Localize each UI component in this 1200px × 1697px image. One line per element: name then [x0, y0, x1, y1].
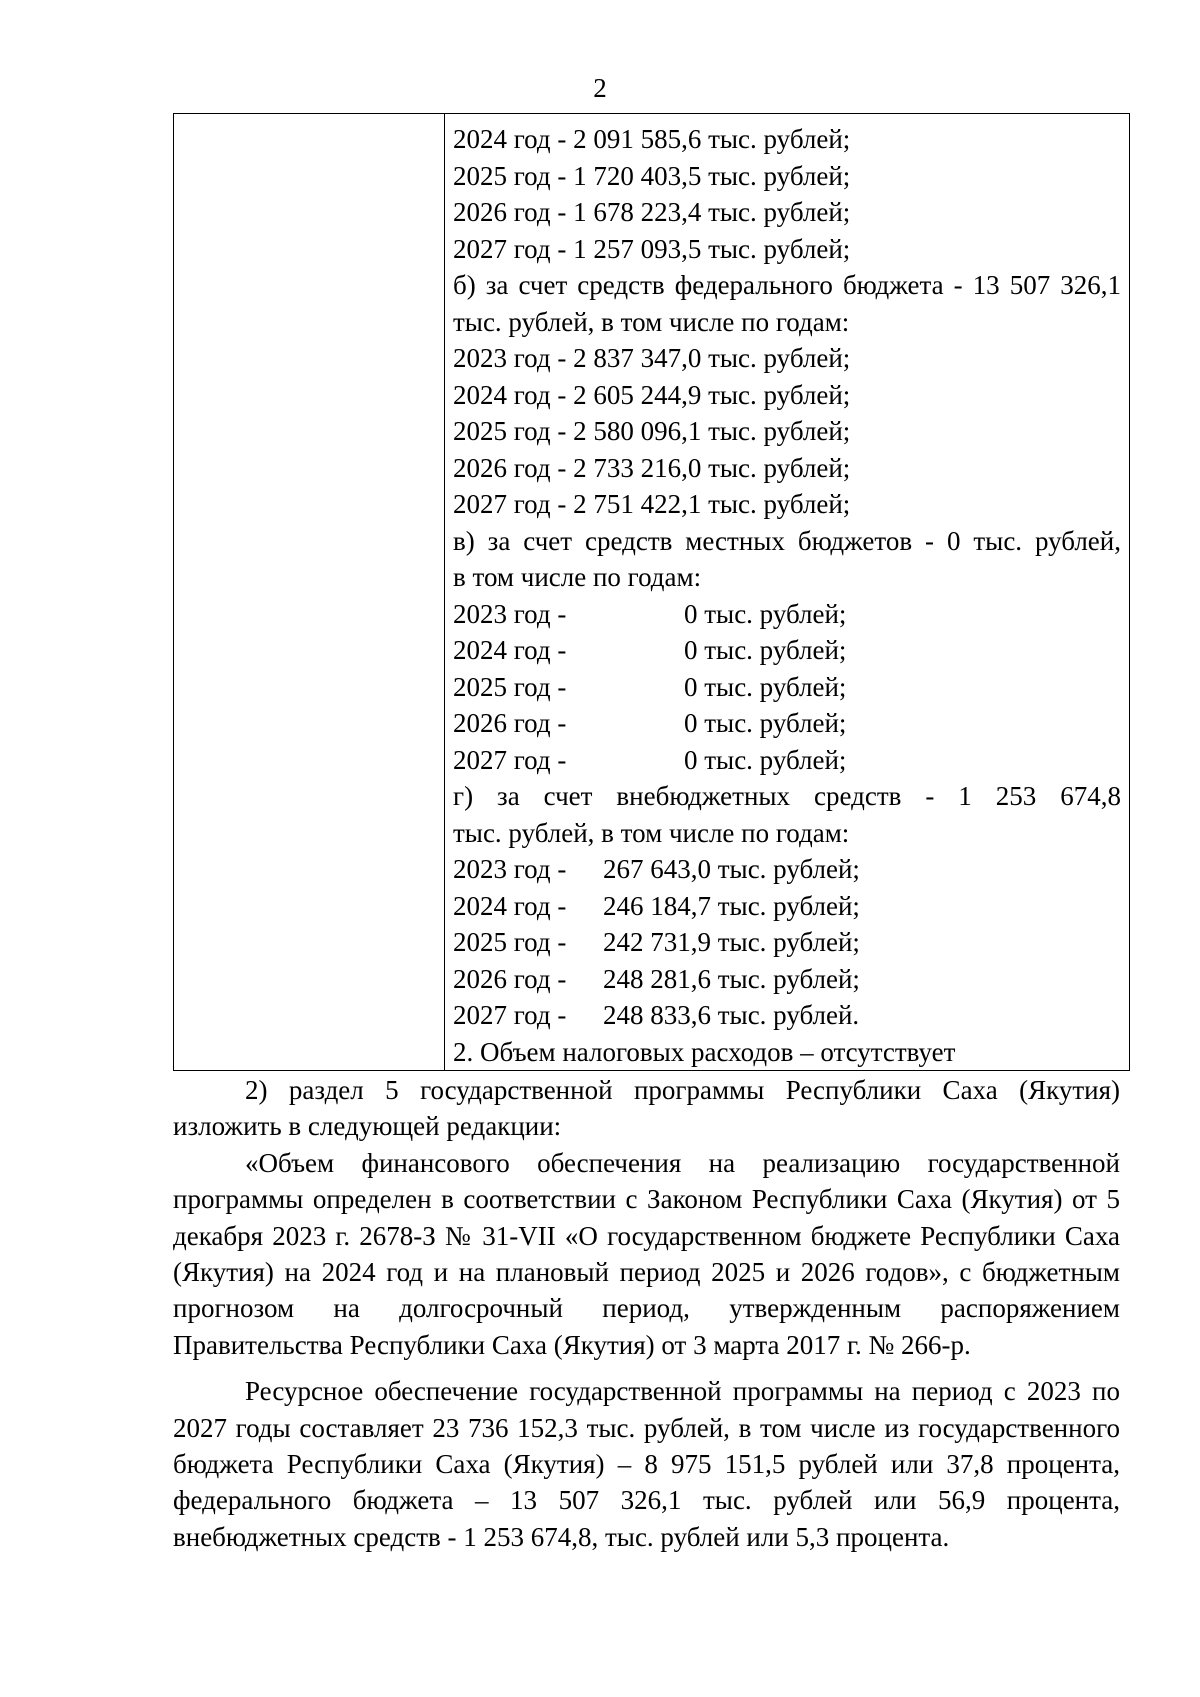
- extrabudget-year: 2025 год -: [453, 927, 567, 957]
- financing-paragraph: «Объем финансового обеспечения на реализацию государственной программы определен в соответствии с Законом Республики Саха (Якутия) от 5 декабря 2023 г. 2678-З № 31-VII «О государственном бюджете Республики Саха (Якутия) на 2024 год и на плановый период 2025 и 2026 годов», с бюджетным прогнозом на долгосрочный период, утвержденным распоряжением Правительства Республики Саха (Якутия) от 3 марта 2017 г. № 266-р.: [173, 1147, 1120, 1360]
- table-left-cell: [174, 114, 445, 1071]
- extrabudget-amount: 246 184,7 тыс. рублей;: [603, 890, 860, 921]
- table-row: [174, 114, 1130, 1071]
- extrabudget-heading: г) за счет внебюджетных средств - 1 253 674,8: [453, 781, 1121, 811]
- extrabudget-line-2025: [453, 924, 1121, 961]
- local-amount: 0 тыс. рублей;: [684, 708, 847, 738]
- federal-heading: б) за счет средств федерального бюджета - 13 507 326,1: [453, 270, 1121, 300]
- resource-table: [173, 113, 1130, 1071]
- local-year: 2027 год -: [453, 744, 567, 775]
- section-body: [173, 1072, 1120, 1555]
- federal-line-2025: 2025 год - 2 580 096,1 тыс. рублей;: [453, 416, 851, 446]
- local-line-2024: [453, 632, 1121, 669]
- extrabudget-year: 2023 год -: [453, 854, 567, 884]
- extrabudget-amount: 248 833,6 тыс. рублей.: [603, 1000, 860, 1030]
- local-amount: 0 тыс. рублей;: [684, 635, 847, 665]
- extrabudget-heading-cont: тыс. рублей, в том числе по годам:: [453, 817, 850, 848]
- extrabudget-year: 2027 год -: [453, 1000, 567, 1030]
- local-year: 2024 год -: [453, 635, 567, 665]
- table-right-cell: [445, 114, 1130, 1071]
- extrabudget-line-2023: [453, 851, 1121, 888]
- local-amount: 0 тыс. рублей;: [684, 671, 847, 702]
- budget-line-2027: 2027 год - 1 257 093,5 тыс. рублей;: [453, 233, 851, 264]
- extrabudget-year: 2026 год -: [453, 963, 567, 994]
- local-year: 2023 год -: [453, 598, 567, 629]
- tax-expenses-line: 2. Объем налоговых расходов – отсутствует: [453, 1036, 956, 1067]
- amendment-paragraph: 2) раздел 5 государственной программы Республики Саха (Якутия) изложить в следующей редакции:: [173, 1075, 1120, 1142]
- federal-line-2024: 2024 год - 2 605 244,9 тыс. рублей;: [453, 379, 851, 410]
- local-year: 2025 год -: [453, 671, 567, 702]
- budget-line-2024: 2024 год - 2 091 585,6 тыс. рублей;: [453, 124, 851, 154]
- federal-line-2023: 2023 год - 2 837 347,0 тыс. рублей;: [453, 343, 851, 373]
- local-line-2025: [453, 669, 1121, 706]
- local-heading: в) за счет средств местных бюджетов - 0 тыс. рублей,: [453, 525, 1121, 556]
- local-amount: 0 тыс. рублей;: [684, 744, 847, 775]
- federal-line-2026: 2026 год - 2 733 216,0 тыс. рублей;: [453, 452, 851, 483]
- extrabudget-line-2024: [453, 888, 1121, 925]
- federal-heading-cont: тыс. рублей, в том числе по годам:: [453, 306, 850, 337]
- resource-provision-paragraph: Ресурсное обеспечение государственной программы на период с 2023 по 2027 годы составляет 23 736 152,3 тыс. рублей, в том числе из государственного бюджета Республики Саха (Якутия) – 8 975 151,5 рублей или 37,8 процента, федерального бюджета – 13 507 326,1 тыс. рублей или 56,9 процента, внебюджетных средств - 1 253 674,8, тыс. рублей или 5,3 процента.: [173, 1376, 1120, 1552]
- local-year: 2026 год -: [453, 708, 567, 738]
- extrabudget-line-2026: [453, 961, 1121, 998]
- page-number: 2: [593, 73, 607, 103]
- local-line-2023: [453, 596, 1121, 633]
- budget-line-2025: 2025 год - 1 720 403,5 тыс. рублей;: [453, 160, 851, 191]
- federal-line-2027: 2027 год - 2 751 422,1 тыс. рублей;: [453, 489, 851, 519]
- local-heading-cont: в том числе по годам:: [453, 562, 702, 592]
- local-line-2027: [453, 742, 1121, 779]
- local-line-2026: [453, 705, 1121, 742]
- extrabudget-amount: 267 643,0 тыс. рублей;: [603, 854, 860, 884]
- local-amount: 0 тыс. рублей;: [684, 598, 847, 629]
- extrabudget-amount: 242 731,9 тыс. рублей;: [603, 927, 860, 957]
- extrabudget-year: 2024 год -: [453, 890, 567, 921]
- budget-line-2026: 2026 год - 1 678 223,4 тыс. рублей;: [453, 197, 851, 227]
- extrabudget-line-2027: [453, 997, 1121, 1034]
- extrabudget-amount: 248 281,6 тыс. рублей;: [603, 963, 860, 994]
